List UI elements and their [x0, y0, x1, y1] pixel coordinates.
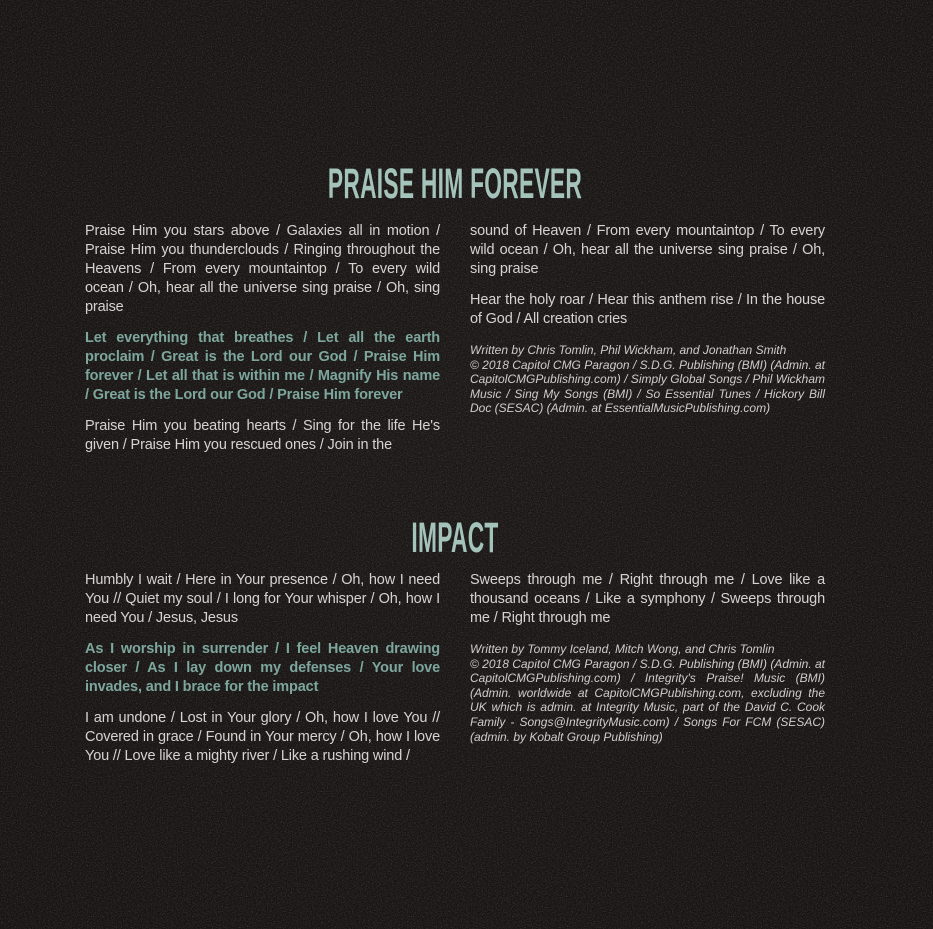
- copyright-line: © 2018 Capitol CMG Paragon / S.D.G. Publishing (BMI) (Admin. at CapitolCMGPublishing.com) / Integrity's Praise! Music (BMI) (Admin. worldwide at CapitolCMGPublishing.com, excluding the UK which is admin. at Integrity Music, part of the David C. Cook Family - Songs@IntegrityMusic.com) / Songs For FCM (SESAC) (admin. by Kobalt Group Publishing): [470, 656, 825, 744]
- song-credits: [470, 343, 825, 416]
- verse-paragraph: Sweeps through me / Right through me / Love like a thousand oceans / Like a symphony / Sweeps through me / Right through me: [470, 572, 825, 626]
- verse-paragraph: Humbly I wait / Here in Your presence / Oh, how I need You // Quiet my soul / I long for Your whisper / Oh, how I need You / Jesus, Jesus: [85, 572, 440, 626]
- lyrics-column-right: [470, 222, 825, 467]
- lyrics-columns: [85, 222, 825, 467]
- verse-paragraph: Praise Him you stars above / Galaxies all in motion / Praise Him you thunderclouds / Ringing throughout the Heavens / From every mountaintop / To every wild ocean / Oh, hear all the universe sing praise / Oh, sing praise: [85, 223, 440, 315]
- lyrics-columns: [85, 571, 825, 778]
- song-title-praise-him-forever: PRAISE HIM FOREVER: [327, 160, 583, 208]
- chorus-paragraph: Let everything that breathes / Let all the earth proclaim / Great is the Lord our God / Praise Him forever / Let all that is within me / Magnify His name / Great is the Lord our God / Praise Him forever: [85, 330, 440, 403]
- lyrics-column-left: [85, 571, 440, 778]
- copyright-line: © 2018 Capitol CMG Paragon / S.D.G. Publishing (BMI) (Admin. at CapitolCMGPublishing.com) / Simply Global Songs / Phil Wickham Music / Sing My Songs (BMI) / So Essential Tunes / Hickory Bill Doc (SESAC) (Admin. at EssentialMusicPublishing.com): [470, 357, 825, 416]
- lyrics-column-right: [470, 571, 825, 778]
- written-by-line: Written by Chris Tomlin, Phil Wickham, and Jonathan Smith: [470, 343, 787, 357]
- song-section-impact: [85, 514, 825, 778]
- chorus-paragraph: As I worship in surrender / I feel Heaven drawing closer / As I lay down my defenses / Your love invades, and I brace for the impact: [85, 641, 440, 695]
- verse-paragraph: sound of Heaven / From every mountaintop / To every wild ocean / Oh, hear all the universe sing praise / Oh, sing praise: [470, 223, 825, 277]
- song-credits: [470, 642, 825, 744]
- verse-paragraph: Hear the holy roar / Hear this anthem rise / In the house of God / All creation cries: [470, 292, 825, 327]
- song-title-impact: IMPACT: [411, 514, 499, 562]
- lyrics-column-left: [85, 222, 440, 467]
- verse-paragraph: I am undone / Lost in Your glory / Oh, how I love You // Covered in grace / Found in Your mercy / Oh, how I love You // Love like a mighty river / Like a rushing wind /: [85, 710, 440, 764]
- verse-paragraph: Praise Him you beating hearts / Sing for the life He's given / Praise Him you rescued ones / Join in the: [85, 418, 440, 453]
- written-by-line: Written by Tommy Iceland, Mitch Wong, and Chris Tomlin: [470, 642, 775, 656]
- song-section-praise-him-forever: [85, 160, 825, 467]
